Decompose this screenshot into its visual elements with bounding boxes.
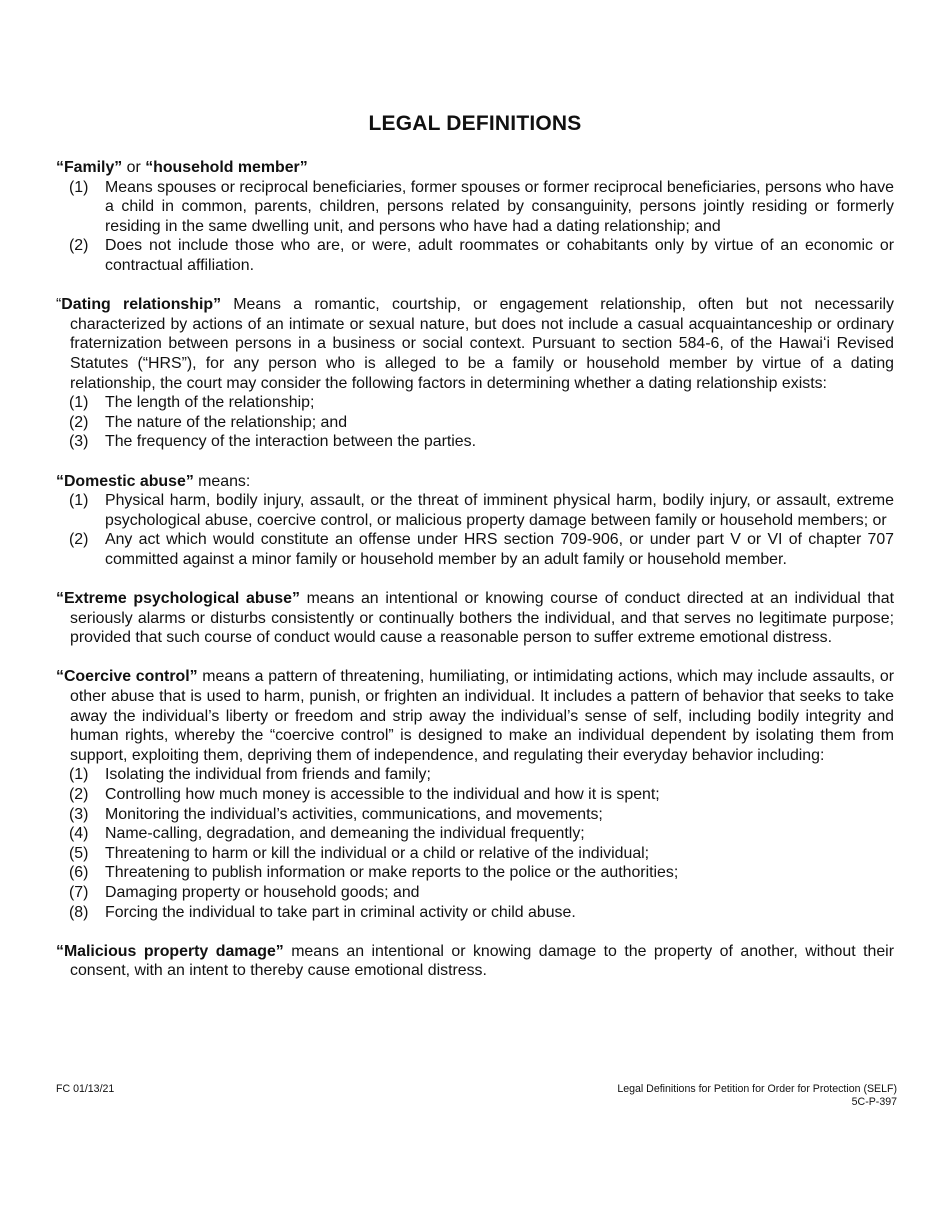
list-item-text: The nature of the relationship; and bbox=[105, 413, 348, 431]
list-item-number: (8) bbox=[69, 903, 89, 921]
definition-lead bbox=[56, 472, 894, 492]
definition-lead bbox=[56, 667, 894, 765]
definition-text: means: bbox=[193, 472, 251, 490]
list-item bbox=[56, 393, 894, 413]
definition-list bbox=[56, 491, 894, 569]
list-item-number: (1) bbox=[69, 178, 89, 196]
definition-block bbox=[56, 158, 894, 276]
definition-term: “Extreme psychological abuse” bbox=[56, 590, 300, 608]
definition-term: “Family” bbox=[56, 159, 123, 176]
form-name-footer bbox=[617, 1083, 897, 1108]
form-date-code: FC 01/13/21 bbox=[56, 1083, 115, 1095]
list-item-number: (3) bbox=[69, 805, 89, 823]
definition-block bbox=[56, 942, 894, 981]
list-item-number: (4) bbox=[69, 825, 89, 843]
list-item-text: Controlling how much money is accessible to the individual and how it is spent; bbox=[105, 786, 660, 803]
list-item-text: Physical harm, bodily injury, assault, or the threat of imminent physical harm, bodily injury, or assault, extreme psychological abuse, coercive control, or malicious property damage between family or household members; or bbox=[105, 492, 894, 529]
definition-list bbox=[56, 765, 894, 922]
list-item-text: Threatening to publish information or make reports to the police or the authorities; bbox=[105, 864, 679, 882]
list-item-text: The length of the relationship; bbox=[105, 394, 315, 412]
definition-text: means an intentional or knowing damage to the property of another, without their consent, with an intent to thereby cause emotional distress. bbox=[70, 942, 894, 980]
definition-text: Means a romantic, courtship, or engagement relationship, often but not necessarily characterized by actions of an intimate or sexual nature, but does not include a casual acquaintanceship or ordinary fraternization between persons in a business or social context. Pursuant to section 584-6, of the Hawaiʻi Revised Statutes (“HRS”), for any person who is alleged to be a family or household member by virtue of a dating relationship, the court may consider the following factors in determining whether a dating relationship exists: bbox=[70, 296, 894, 392]
list-item-text: Damaging property or household goods; and bbox=[105, 883, 420, 901]
list-item bbox=[56, 824, 894, 844]
list-item-number: (7) bbox=[69, 883, 89, 901]
list-item bbox=[56, 530, 894, 569]
list-item bbox=[56, 413, 894, 433]
list-item-text: Threatening to harm or kill the individual or a child or relative of the individual; bbox=[105, 844, 650, 862]
list-item-number: (6) bbox=[69, 864, 89, 882]
list-item-text: Forcing the individual to take part in criminal activity or child abuse. bbox=[105, 903, 576, 921]
definition-lead bbox=[56, 295, 894, 393]
definition-open-quote: “ bbox=[56, 296, 62, 314]
definition-block bbox=[56, 667, 894, 922]
list-item-text: The frequency of the interaction between the parties. bbox=[105, 433, 477, 451]
definition-text: means an intentional or knowing course of conduct directed at an individual that seriously alarms or disturbs consistently or continually bothers the individual, and that serves no legitimate purpose; provided that such course of conduct would cause a reasonable person to suffer extreme emotional distress. bbox=[70, 590, 894, 647]
list-item-number: (1) bbox=[69, 766, 89, 784]
list-item-text: Any act which would constitute an offense under HRS section 709-906, or under part V or VI of chapter 707 committed against a minor family or household member by an adult family or household member. bbox=[105, 531, 894, 568]
list-item bbox=[56, 178, 894, 237]
definition-text: means a pattern of threatening, humiliating, or intimidating actions, which may include assaults, or other abuse that is used to harm, punish, or frighten an individual. It includes a pattern of behavior that seeks to take away the individual’s liberty or freedom and strip away the individual’s sense of self, including bodily integrity and human rights, whereby the “coercive control” is designed to make an individual dependent by isolating them from support, exploiting them, depriving them of independence, and regulating their everyday behavior including: bbox=[70, 668, 894, 764]
list-item bbox=[56, 863, 894, 883]
list-item bbox=[56, 805, 894, 825]
list-item-text: Does not include those who are, or were, adult roommates or cohabitants only by virtue of an economic or contractual affiliation. bbox=[105, 237, 894, 274]
definition-term: “Coercive control” bbox=[56, 668, 198, 686]
definitions-body bbox=[56, 158, 894, 1001]
list-item bbox=[56, 432, 894, 452]
definition-block bbox=[56, 295, 894, 452]
definition-lead bbox=[56, 589, 894, 648]
list-item bbox=[56, 765, 894, 785]
definition-lead bbox=[56, 158, 894, 178]
list-item-text: Isolating the individual from friends and family; bbox=[105, 766, 431, 784]
definition-connector: or bbox=[122, 159, 146, 176]
form-name: Legal Definitions for Petition for Order for Protection (SELF) bbox=[617, 1083, 897, 1095]
definition-list bbox=[56, 393, 894, 452]
definition-term: Dating relationship” bbox=[61, 296, 222, 314]
list-item bbox=[56, 236, 894, 275]
list-item-number: (1) bbox=[69, 394, 89, 412]
list-item-number: (2) bbox=[69, 531, 89, 549]
list-item-number: (2) bbox=[69, 786, 89, 803]
list-item-number: (2) bbox=[69, 413, 89, 431]
list-item-number: (5) bbox=[69, 844, 89, 862]
list-item bbox=[56, 903, 894, 923]
list-item-text: Monitoring the individual’s activities, communications, and movements; bbox=[105, 805, 603, 823]
list-item-text: Means spouses or reciprocal beneficiaries, former spouses or former reciprocal beneficiaries, persons who have a child in common, parents, children, persons related by consanguinity, persons jointly residing or formerly residing in the same dwelling unit, and persons who have had a dating relationship; and bbox=[105, 178, 894, 235]
list-item bbox=[56, 491, 894, 530]
list-item bbox=[56, 883, 894, 903]
list-item-text: Name-calling, degradation, and demeaning the individual frequently; bbox=[105, 825, 585, 843]
definition-term: “Malicious property damage” bbox=[56, 942, 284, 960]
list-item-number: (2) bbox=[69, 237, 89, 255]
document-title: LEGAL DEFINITIONS bbox=[368, 112, 582, 135]
form-number: 5C-P-397 bbox=[851, 1095, 897, 1108]
list-item-number: (3) bbox=[69, 433, 89, 451]
list-item-number: (1) bbox=[69, 492, 89, 510]
definition-term-secondary: “household member” bbox=[145, 159, 308, 176]
list-item bbox=[56, 785, 894, 805]
definition-block bbox=[56, 472, 894, 570]
definition-term: “Domestic abuse” bbox=[56, 472, 194, 490]
definition-lead bbox=[56, 942, 894, 981]
definition-block bbox=[56, 589, 894, 648]
definition-list bbox=[56, 178, 894, 276]
list-item bbox=[56, 844, 894, 864]
